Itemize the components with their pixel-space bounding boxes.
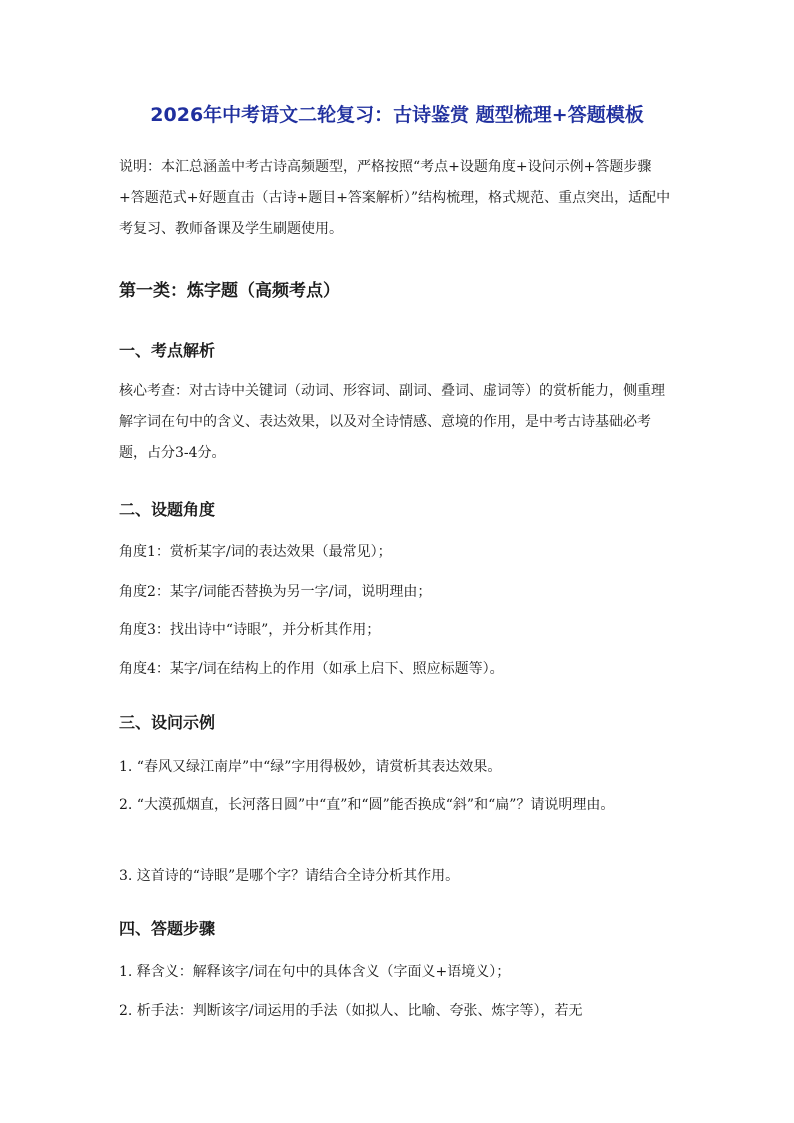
- angle-item: 角度2：某字/词能否替换为另一字/词，说明理由；: [119, 584, 432, 600]
- angle-item: 角度4：某字/词在结构上的作用（如承上启下、照应标题等）。: [119, 661, 504, 677]
- example-item: 2. “大漠孤烟直，长河落日圆”中“直”和“圆”能否换成“斜”和“扁”？请说明理由。: [119, 797, 615, 813]
- example-item: 1. “春风又绿江南岸”中“绿”字用得极妙，请赏析其表达效果。: [119, 759, 502, 775]
- category-heading: 第一类：炼字题（高频考点）: [119, 281, 340, 301]
- example-item: 3. 这首诗的“诗眼”是哪个字？请结合全诗分析其作用。: [119, 868, 460, 884]
- section-heading-exam-points: 一、考点解析: [119, 341, 216, 360]
- exam-points-paragraph: 核心考查：对古诗中关键词（动词、形容词、副词、叠词、虚词等）的赏析能力，侧重理解字词在句中的含义、表达效果，以及对全诗情感、意境的作用，是中考古诗基础必考题，占分3-4分。: [119, 383, 665, 461]
- section-heading-answer-steps: 四、答题步骤: [119, 919, 216, 938]
- step-item: 1. 释含义：解释该字/词在句中的具体含义（字面义+语境义）；: [119, 964, 511, 980]
- step-item: 2. 析手法：判断该字/词运用的手法（如拟人、比喻、夸张、炼字等），若无: [119, 1003, 583, 1019]
- intro-paragraph: 说明：本汇总涵盖中考古诗高频题型，严格按照“考点+设题角度+设问示例+答题步骤+答题范式+好题直击（古诗+题目+答案解析）”结构梳理，格式规范、重点突出，适配中考复习、教师备课及学生刷题使用。: [119, 159, 671, 237]
- angle-item: 角度1：赏析某字/词的表达效果（最常见）；: [119, 544, 392, 560]
- section-heading-question-angles: 二、设题角度: [119, 500, 216, 519]
- section-heading-question-examples: 三、设问示例: [119, 713, 216, 732]
- document-title: 2026年中考语文二轮复习：古诗鉴赏 题型梳理+答题模板: [150, 104, 644, 126]
- angle-item: 角度3：找出诗中“诗眼”，并分析其作用；: [119, 622, 381, 638]
